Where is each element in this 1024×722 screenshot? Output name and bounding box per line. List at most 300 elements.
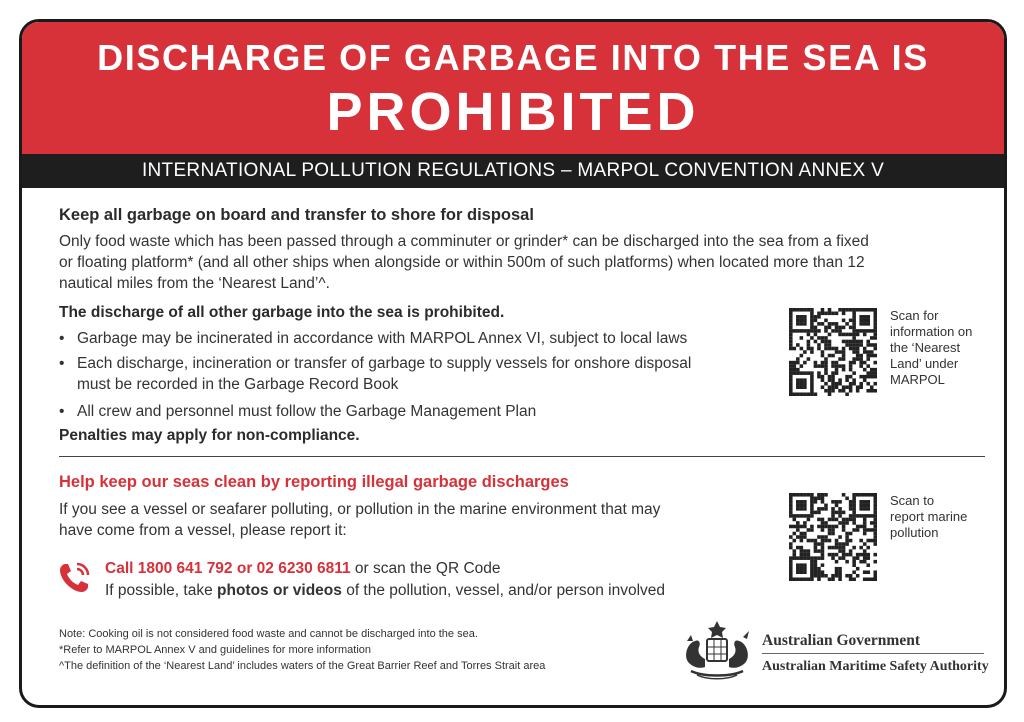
qr-module xyxy=(796,563,800,567)
qr-module xyxy=(803,308,807,312)
qr-module xyxy=(863,514,867,518)
qr-module xyxy=(810,350,814,354)
qr-module xyxy=(821,546,825,550)
qr-module xyxy=(873,528,877,532)
qr-module xyxy=(796,382,800,386)
qr-module xyxy=(873,574,877,578)
qr-module xyxy=(849,333,853,337)
qr-module xyxy=(793,556,797,560)
qr-module xyxy=(824,340,828,344)
qr-module xyxy=(796,570,800,574)
qr-module xyxy=(807,514,811,518)
qr-module xyxy=(849,507,853,511)
qr-module xyxy=(866,493,870,497)
qr-module xyxy=(810,577,814,581)
qr-module xyxy=(796,504,800,508)
qr-module xyxy=(793,371,797,375)
footnotes xyxy=(59,626,545,674)
qr-module xyxy=(824,364,828,368)
qr-module xyxy=(842,546,846,550)
qr-module xyxy=(845,385,849,389)
qr-module xyxy=(866,364,870,368)
qr-module xyxy=(852,319,856,323)
qr-label-line: the ‘Nearest xyxy=(890,340,961,355)
qr-module xyxy=(810,308,814,312)
qr-module xyxy=(870,539,874,543)
qr-module xyxy=(817,542,821,546)
qr-module xyxy=(793,347,797,351)
qr-module xyxy=(817,343,821,347)
qr-module xyxy=(810,375,814,379)
qr-module xyxy=(789,378,793,382)
qr-module xyxy=(870,308,874,312)
qr-module xyxy=(845,539,849,543)
qr-module xyxy=(852,493,856,497)
qr-module xyxy=(828,378,832,382)
qr-module xyxy=(803,319,807,323)
qr-module xyxy=(789,514,793,518)
qr-module xyxy=(814,570,818,574)
qr-module xyxy=(863,361,867,365)
qr-module xyxy=(824,371,828,375)
qr-module xyxy=(817,347,821,351)
qr-module xyxy=(828,312,832,316)
qr-module xyxy=(817,493,821,497)
bullet-text: Each discharge, incineration or transfer of garbage to supply vessels for onshore disposal xyxy=(77,355,692,372)
qr-module xyxy=(789,577,793,581)
qr-module xyxy=(810,382,814,386)
qr-module xyxy=(866,570,870,574)
qr-module xyxy=(831,507,835,511)
qr-module xyxy=(824,504,828,508)
qr-module xyxy=(863,378,867,382)
qr-module xyxy=(828,525,832,529)
qr-module xyxy=(835,574,839,578)
qr-module xyxy=(789,315,793,319)
qr-module xyxy=(842,525,846,529)
qr-module xyxy=(807,528,811,532)
qr-module xyxy=(852,308,856,312)
qr-module xyxy=(789,392,793,396)
qr-module xyxy=(800,322,804,326)
qr-module xyxy=(859,553,863,557)
qr-module xyxy=(873,504,877,508)
qr-module xyxy=(845,518,849,522)
garbage-sign xyxy=(19,19,1007,708)
qr-label-line: Land’ under xyxy=(890,356,959,371)
qr-module xyxy=(831,556,835,560)
qr-module xyxy=(866,343,870,347)
qr-module xyxy=(835,511,839,515)
qr-module xyxy=(856,574,860,578)
qr-module xyxy=(814,560,818,564)
qr-module xyxy=(789,343,793,347)
qr-module xyxy=(859,315,863,319)
qr-module xyxy=(849,574,853,578)
qr-module xyxy=(800,549,804,553)
qr-module xyxy=(810,493,814,497)
qr-module xyxy=(807,493,811,497)
qr-module xyxy=(796,514,800,518)
qr-module xyxy=(817,336,821,340)
qr-module xyxy=(821,563,825,567)
qr-module xyxy=(838,333,842,337)
qr-module xyxy=(866,319,870,323)
qr-module xyxy=(849,385,853,389)
qr-module xyxy=(803,507,807,511)
qr-module xyxy=(817,549,821,553)
qr-module xyxy=(789,319,793,323)
qr-module xyxy=(852,528,856,532)
qr-module xyxy=(807,347,811,351)
qr-module xyxy=(873,507,877,511)
qr-module xyxy=(800,567,804,571)
qr-module xyxy=(863,507,867,511)
qr-module xyxy=(800,500,804,504)
qr-module xyxy=(803,378,807,382)
bullet-item xyxy=(59,401,536,422)
qr-module xyxy=(856,347,860,351)
qr-module xyxy=(803,315,807,319)
title-line-1: DISCHARGE OF GARBAGE INTO THE SEA IS xyxy=(97,37,929,78)
qr-module xyxy=(793,493,797,497)
qr-module xyxy=(859,514,863,518)
qr-module xyxy=(821,570,825,574)
qr-module xyxy=(824,357,828,361)
qr-label-line: Scan to xyxy=(890,493,935,508)
qr-module xyxy=(866,504,870,508)
qr-module xyxy=(814,319,818,323)
qr-module xyxy=(852,361,856,365)
qr-module xyxy=(828,577,832,581)
qr-module xyxy=(856,357,860,361)
qr-module xyxy=(796,507,800,511)
qr-module xyxy=(859,322,863,326)
qr-module xyxy=(810,315,814,319)
qr-module xyxy=(814,567,818,571)
qr-module xyxy=(873,518,877,522)
qr-module xyxy=(838,357,842,361)
qr-module xyxy=(863,553,867,557)
qr-module xyxy=(852,497,856,501)
qr-module xyxy=(817,535,821,539)
qr-module xyxy=(814,574,818,578)
qr-module xyxy=(849,504,853,508)
qr-module xyxy=(810,371,814,375)
qr-module xyxy=(856,385,860,389)
qr-module xyxy=(793,525,797,529)
qr-module xyxy=(852,343,856,347)
qr-module xyxy=(821,350,825,354)
qr-module xyxy=(803,382,807,386)
qr-module xyxy=(866,389,870,393)
qr-module xyxy=(852,511,856,515)
prohibited-statement: The discharge of all other garbage into the sea is prohibited. xyxy=(59,304,505,321)
qr-module xyxy=(835,385,839,389)
qr-module xyxy=(859,343,863,347)
qr-module xyxy=(849,514,853,518)
qr-module xyxy=(852,322,856,326)
qr-module xyxy=(800,308,804,312)
qr-module xyxy=(807,556,811,560)
qr-module xyxy=(859,507,863,511)
qr-module xyxy=(873,326,877,330)
qr-module xyxy=(789,329,793,333)
qr-module xyxy=(849,319,853,323)
qr-module xyxy=(863,549,867,553)
qr-module xyxy=(831,347,835,351)
qr-module xyxy=(870,350,874,354)
qr-module xyxy=(859,493,863,497)
qr-module xyxy=(859,364,863,368)
qr-module xyxy=(803,577,807,581)
qr-module xyxy=(852,507,856,511)
qr-module xyxy=(807,539,811,543)
qr-module xyxy=(789,312,793,316)
qr-module xyxy=(863,570,867,574)
qr-module xyxy=(824,382,828,386)
qr-module xyxy=(810,385,814,389)
qr-module xyxy=(842,308,846,312)
qr-module xyxy=(866,375,870,379)
qr-module xyxy=(852,333,856,337)
qr-module xyxy=(873,532,877,536)
qr-module xyxy=(852,518,856,522)
qr-module xyxy=(814,546,818,550)
qr-module xyxy=(810,319,814,323)
qr-module xyxy=(870,521,874,525)
qr-module xyxy=(817,525,821,529)
qr-module xyxy=(845,532,849,536)
qr-module xyxy=(835,500,839,504)
qr-module xyxy=(831,378,835,382)
qr-module xyxy=(800,371,804,375)
call-line xyxy=(105,558,501,579)
qr-module xyxy=(796,528,800,532)
qr-module xyxy=(803,521,807,525)
section2-paragraph xyxy=(59,499,779,541)
qr-module xyxy=(831,354,835,358)
qr-module xyxy=(835,518,839,522)
report-phone-numbers[interactable]: Call 1800 641 792 or 02 6230 6811 xyxy=(105,560,351,577)
qr-module xyxy=(789,382,793,386)
qr-module xyxy=(842,385,846,389)
qr-module xyxy=(831,553,835,557)
qr-module xyxy=(845,322,849,326)
qr-module xyxy=(873,322,877,326)
qr-module xyxy=(803,525,807,529)
qr-module xyxy=(863,532,867,536)
qr-module xyxy=(835,560,839,564)
qr-module xyxy=(863,333,867,337)
qr-module xyxy=(807,308,811,312)
qr-module xyxy=(803,350,807,354)
qr-module xyxy=(789,535,793,539)
qr-module xyxy=(859,357,863,361)
qr-module xyxy=(789,326,793,330)
qr-module xyxy=(817,511,821,515)
qr-module xyxy=(842,350,846,354)
qr-module xyxy=(866,340,870,344)
qr-module xyxy=(856,340,860,344)
qr-module xyxy=(810,497,814,501)
qr-module xyxy=(814,497,818,501)
qr-module xyxy=(835,525,839,529)
qr-module xyxy=(873,343,877,347)
qr-module xyxy=(856,528,860,532)
qr-module xyxy=(803,556,807,560)
qr-module xyxy=(796,308,800,312)
qr-module xyxy=(835,382,839,386)
qr-module xyxy=(852,500,856,504)
qr-module xyxy=(863,319,867,323)
qr-module xyxy=(831,546,835,550)
qr-module xyxy=(824,521,828,525)
qr-module xyxy=(814,563,818,567)
qr-module xyxy=(789,322,793,326)
qr-module xyxy=(856,514,860,518)
qr-module xyxy=(796,378,800,382)
footnote: Note: Cooking oil is not considered food waste and cannot be discharged into the sea. xyxy=(59,628,478,640)
bullet-item xyxy=(59,328,687,349)
qr-module xyxy=(796,556,800,560)
qr-module xyxy=(810,322,814,326)
qr-module xyxy=(821,574,825,578)
qr-module xyxy=(835,546,839,550)
qr-module xyxy=(873,389,877,393)
paragraph-line: If you see a vessel or seafarer polluting, or pollution in the marine environment that may xyxy=(59,501,661,518)
photo-line xyxy=(105,580,665,601)
qr-module xyxy=(873,553,877,557)
qr-module xyxy=(810,560,814,564)
qr-module xyxy=(800,556,804,560)
qr-module xyxy=(842,319,846,323)
qr-module xyxy=(793,364,797,368)
qr-module xyxy=(810,570,814,574)
qr-module xyxy=(873,560,877,564)
qr-module xyxy=(793,577,797,581)
qr-module xyxy=(821,385,825,389)
qr-module xyxy=(810,347,814,351)
qr-module xyxy=(856,493,860,497)
qr-module xyxy=(803,553,807,557)
qr-module xyxy=(796,567,800,571)
qr-module xyxy=(817,364,821,368)
qr-module xyxy=(859,382,863,386)
call-suffix: or scan the QR Code xyxy=(350,560,501,577)
qr-module xyxy=(842,364,846,368)
qr-module xyxy=(835,350,839,354)
qr-module xyxy=(828,375,832,379)
qr-module xyxy=(807,549,811,553)
qr-module xyxy=(838,326,842,330)
nearest-land-qr-code-icon[interactable] xyxy=(789,308,877,396)
qr-module xyxy=(789,574,793,578)
qr-module xyxy=(789,361,793,365)
qr-module xyxy=(831,389,835,393)
qr-module xyxy=(821,322,825,326)
paragraph-line: have come from a vessel, please report it: xyxy=(59,522,347,539)
qr-module xyxy=(789,507,793,511)
qr-module xyxy=(803,361,807,365)
qr-module xyxy=(831,375,835,379)
qr-label-line: report marine xyxy=(890,509,968,524)
qr-module xyxy=(863,350,867,354)
qr-module xyxy=(870,514,874,518)
report-pollution-qr-code-icon[interactable] xyxy=(789,493,877,581)
qr-module xyxy=(873,570,877,574)
qr-module xyxy=(789,497,793,501)
qr-module xyxy=(845,560,849,564)
qr-module xyxy=(800,382,804,386)
qr-module xyxy=(817,371,821,375)
qr-module xyxy=(873,347,877,351)
qr-module xyxy=(796,357,800,361)
qr-module xyxy=(866,514,870,518)
qr-module xyxy=(870,368,874,372)
qr-module xyxy=(838,378,842,382)
qr-module xyxy=(863,347,867,351)
qr-module xyxy=(866,329,870,333)
qr-module xyxy=(789,525,793,529)
qr-module xyxy=(803,514,807,518)
qr-module xyxy=(789,308,793,312)
qr-module xyxy=(870,577,874,581)
qr-module xyxy=(810,329,814,333)
qr-module xyxy=(824,525,828,529)
qr-module xyxy=(838,389,842,393)
qr-module xyxy=(856,389,860,393)
qr-module xyxy=(849,532,853,536)
qr-module xyxy=(824,574,828,578)
qr-module xyxy=(828,347,832,351)
qr-module xyxy=(821,375,825,379)
qr-module xyxy=(810,336,814,340)
qr-module xyxy=(863,528,867,532)
qr-module xyxy=(838,350,842,354)
qr-module xyxy=(821,354,825,358)
qr-module xyxy=(796,315,800,319)
qr-module xyxy=(807,333,811,337)
report-pollution-qr-label xyxy=(890,493,990,541)
qr-module xyxy=(796,322,800,326)
qr-module xyxy=(793,539,797,543)
bullet-text: All crew and personnel must follow the Garbage Management Plan xyxy=(77,403,537,420)
qr-module xyxy=(873,521,877,525)
qr-module xyxy=(866,322,870,326)
qr-module xyxy=(817,497,821,501)
qr-module xyxy=(793,549,797,553)
qr-module xyxy=(873,368,877,372)
section1-paragraph xyxy=(59,231,979,294)
qr-module xyxy=(793,532,797,536)
qr-module xyxy=(835,326,839,330)
qr-module xyxy=(800,507,804,511)
qr-module xyxy=(849,577,853,581)
qr-module xyxy=(796,329,800,333)
qr-module xyxy=(856,350,860,354)
qr-label-line: information on xyxy=(890,324,973,339)
qr-module xyxy=(873,312,877,316)
qr-module xyxy=(849,364,853,368)
qr-module xyxy=(789,567,793,571)
qr-module xyxy=(817,577,821,581)
qr-module xyxy=(845,392,849,396)
qr-module xyxy=(828,322,832,326)
qr-module xyxy=(814,542,818,546)
qr-module xyxy=(835,364,839,368)
qr-module xyxy=(800,385,804,389)
